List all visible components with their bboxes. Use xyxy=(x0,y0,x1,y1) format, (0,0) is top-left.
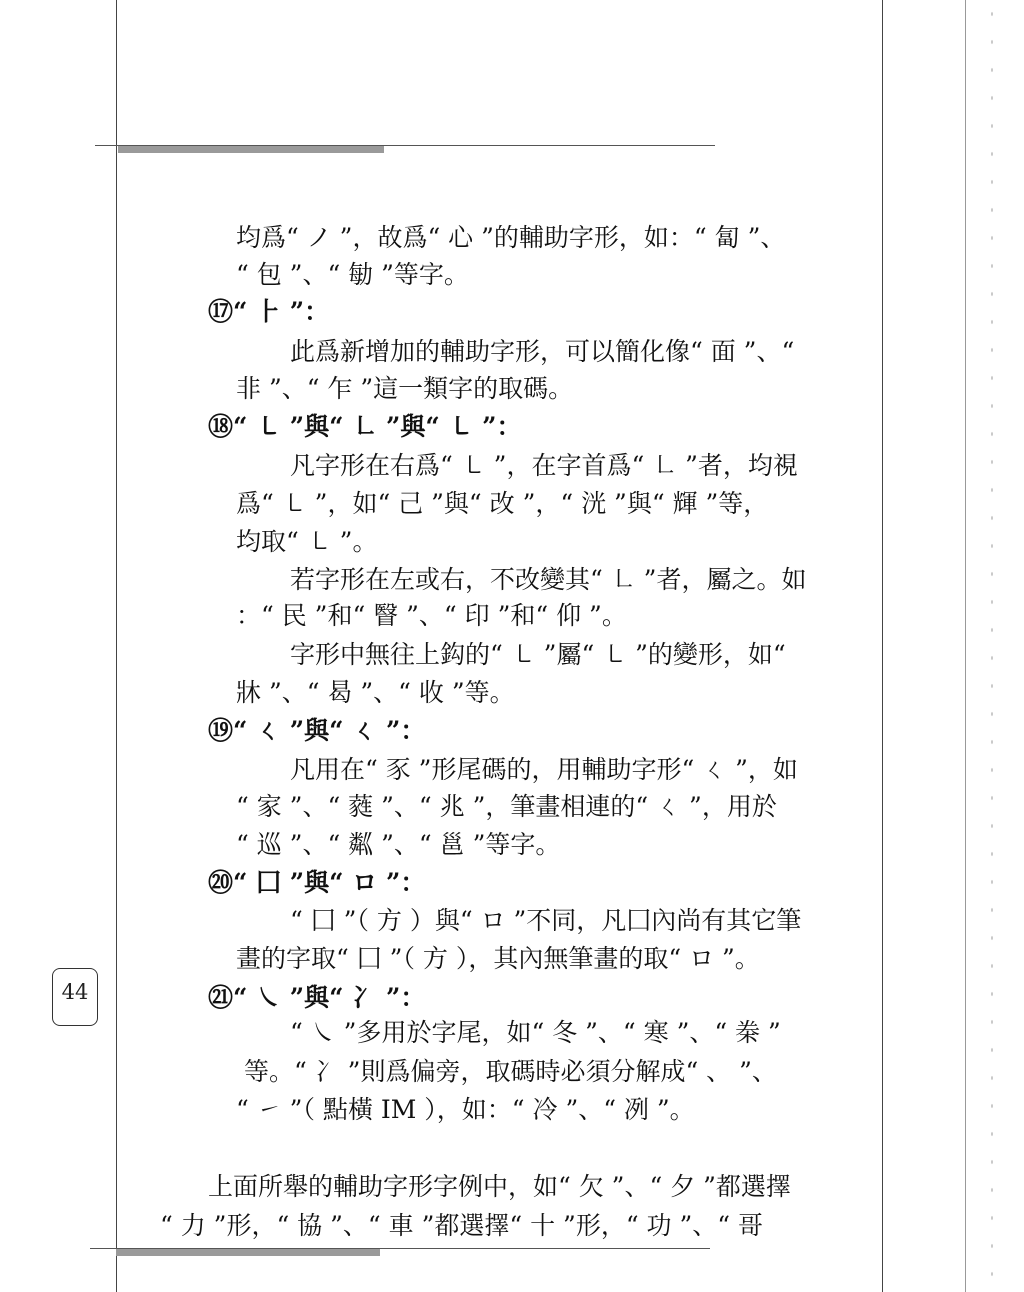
page-number: 44 xyxy=(52,968,98,1026)
text-line: 畫的字取“ 囗 ”（ 方 ），其內無筆畫的取“ ロ ”。 xyxy=(236,944,760,973)
text-line: 牀 ”、“ 曷 ”、“ 收 ”等。 xyxy=(236,678,515,707)
item-heading: ⑲“ ㄑ ”與“ ㄑ ”： xyxy=(208,716,426,745)
text-line: “ ㇏ ”多用於字尾，如“ 冬 ”、“ 寒 ”、“ 桊 ” xyxy=(290,1018,781,1047)
far-right-line xyxy=(965,0,966,1292)
text-line: “ 力 ”形，“ 協 ”、“ 車 ”都選擇“ 十 ”形，“ 功 ”、“ 哥 xyxy=(160,1211,764,1240)
text-line: 字形中無往上鈎的“ ㇄ ”屬“ ㇄ ”的變形，如“ xyxy=(290,640,786,669)
text-line: 若字形在左或右，不改變其“ ㇗ ”者，屬之。如 xyxy=(290,565,807,594)
text-line: “ 囗 ”（ 方 ）與“ ロ ”不同，凡囗內尚有其它筆 xyxy=(290,906,802,935)
item-heading: ⑰“ ⺊ ”： xyxy=(208,297,330,326)
bottom-gray-bar xyxy=(116,1249,380,1256)
item-heading: ⑱“ ㇄ ”與“ ㇗ ”與“ ㇄ ”： xyxy=(208,412,522,441)
text-line: 凡用在“ 豕 ”形尾碼的，用輔助字形“ ㄑ ”，如 xyxy=(290,755,798,784)
text-line: “ 家 ”、“ 蕤 ”、“ 兆 ”，筆畫相連的“ ㄑ ”，用於 xyxy=(236,792,777,821)
binding-dots xyxy=(985,0,999,1292)
text-line: 上面所舉的輔助字形字例中，如“ 欠 ”、“ 夕 ”都選擇 xyxy=(208,1172,791,1201)
text-line: “ 巡 ”、“ 粼 ”、“ 邕 ”等字。 xyxy=(236,830,561,859)
item-heading: ⑳“ 囗 ”與“ ロ ”： xyxy=(208,868,426,897)
item-heading: ㉑“ ㇏ ”與“ 冫 ”： xyxy=(208,983,426,1012)
text-line: 等。“ 冫 ”則爲偏旁，取碼時必須分解成“ 、 ”、 xyxy=(244,1057,777,1086)
text-line: 爲“ ㇄ ”，如“ 己 ”與“ 改 ”，“ 洸 ”與“ 輝 ”等， xyxy=(236,489,769,518)
left-margin-line xyxy=(116,0,117,1292)
text-line: 均取“ ㇄ ”。 xyxy=(236,527,378,556)
text-line: 非 ”、“ 乍 ”這一類字的取碼。 xyxy=(236,374,574,403)
text-line: ：“ 民 ”和“ 瞖 ”、“ 印 ”和“ 仰 ”。 xyxy=(236,601,627,630)
text-line: “ 包 ”、“ 勄 ”等字。 xyxy=(236,260,469,289)
right-margin-line xyxy=(882,0,883,1292)
text-line: 凡字形在右爲“ ㇄ ”，在字首爲“ ㇗ ”者，均視 xyxy=(290,451,798,480)
text-line: “ ㇀ ”（ 點橫 IM ），如：“ 冷 ”、“ 冽 ”。 xyxy=(236,1095,695,1124)
text-line: 此爲新增加的輔助字形，可以簡化像“ 面 ”、“ xyxy=(290,337,795,366)
text-line: 均爲“ ノ ”，故爲“ 心 ”的輔助字形，如：“ 匐 ”、 xyxy=(236,223,786,252)
top-gray-bar xyxy=(118,146,384,153)
